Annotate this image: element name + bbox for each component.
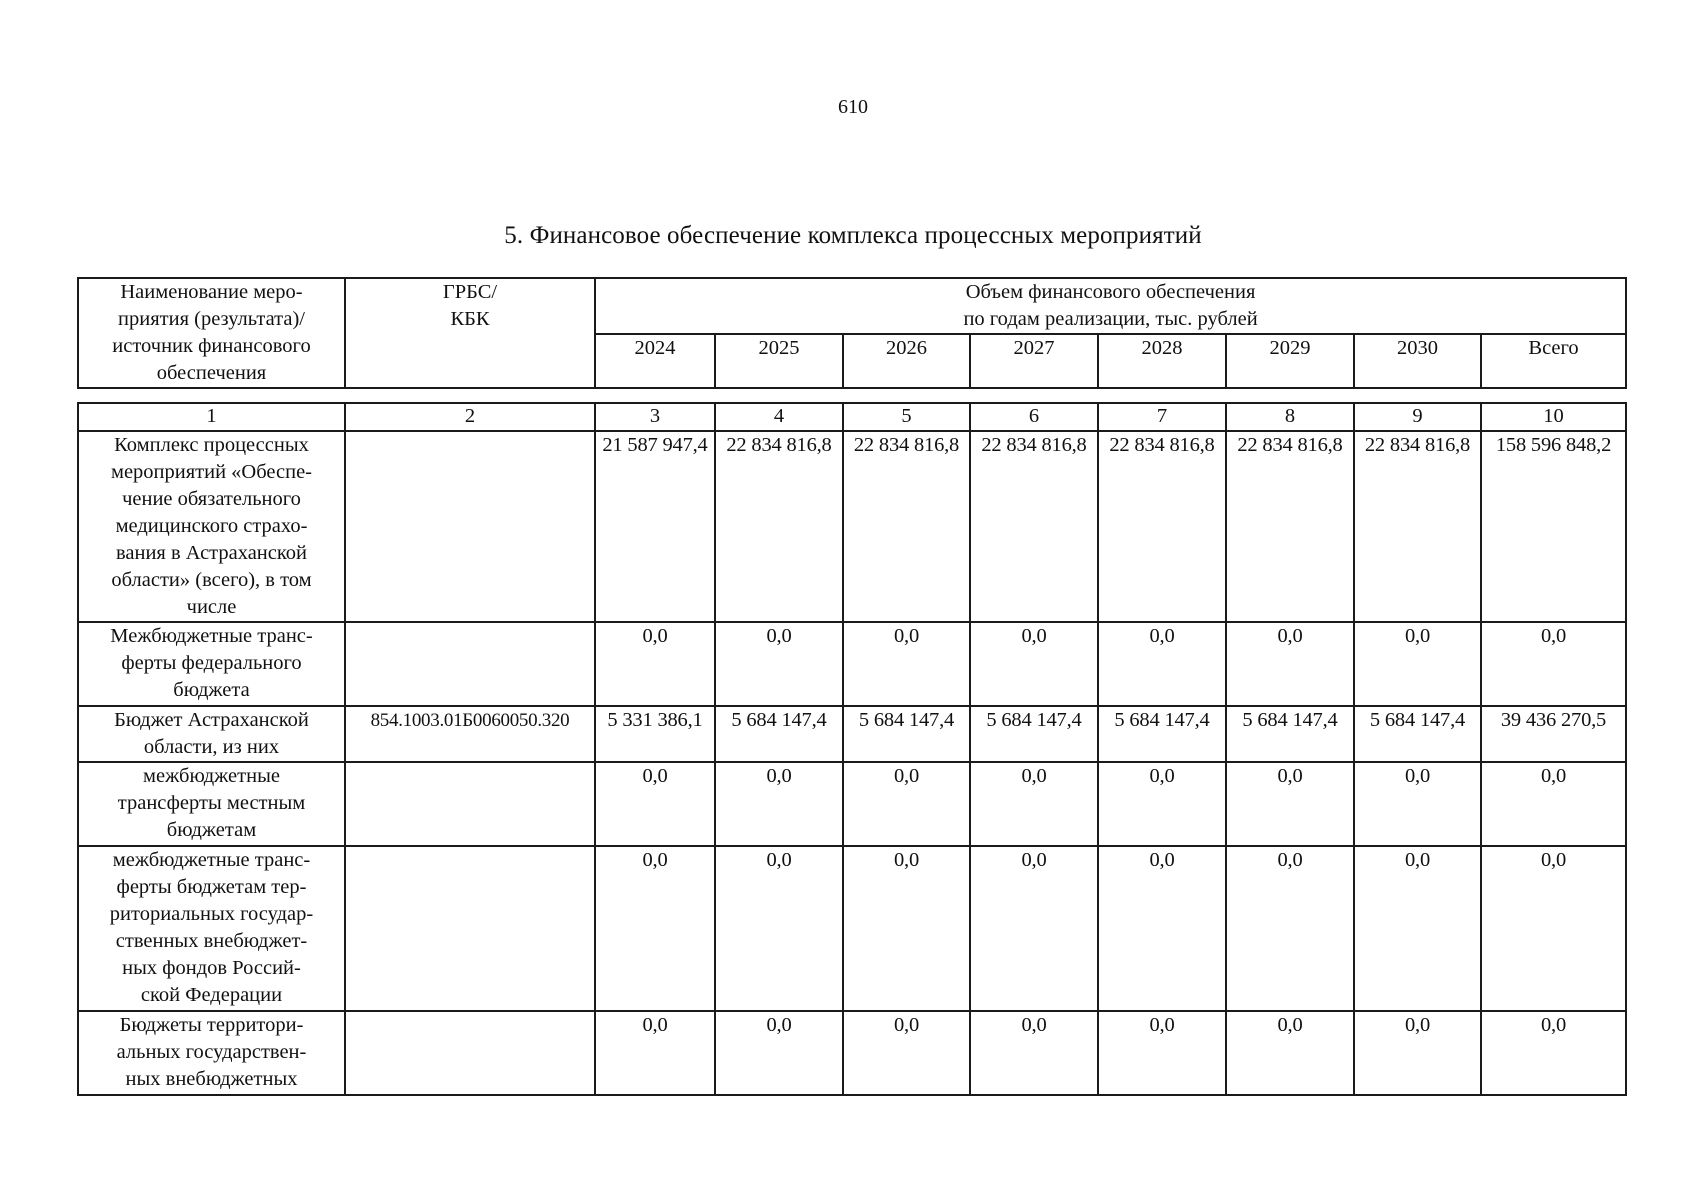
column-number: 2: [345, 403, 595, 431]
row-name: Бюджет Астраханской области, из них: [78, 706, 345, 762]
row-value: 0,0: [843, 846, 970, 1011]
header-kbk-column: ГРБС/ КБК: [345, 278, 595, 388]
row-name: Межбюджетные транс- ферты федерального бюджета: [78, 622, 345, 706]
row-value: 0,0: [595, 762, 715, 846]
row-value: 0,0: [970, 1011, 1098, 1095]
header-year-2025: 2025: [715, 334, 843, 388]
row-value: 5 684 147,4: [1098, 706, 1226, 762]
row-value: 0,0: [1226, 622, 1354, 706]
section-title: 5. Финансовое обеспечение комплекса процессных мероприятий: [504, 222, 1202, 249]
header-name-column: Наименование меро- приятия (результата)/ источник финансового обеспечения: [78, 278, 345, 388]
column-number: 10: [1481, 403, 1626, 431]
header-year-2029: 2029: [1226, 334, 1354, 388]
header-volume-title: Объем финансового обеспечения по годам реализации, тыс. рублей: [595, 278, 1626, 334]
row-value: 22 834 816,8: [970, 431, 1098, 622]
row-value: 22 834 816,8: [715, 431, 843, 622]
row-name: межбюджетные трансферты местным бюджетам: [78, 762, 345, 846]
table-row: [78, 846, 1626, 1011]
finance-table-header: [77, 277, 1627, 389]
row-name: Комплекс процессных мероприятий «Обеспе- чение обязательного медицинского страхо- вания в Астраханской области» (всего), в том числе: [78, 431, 345, 622]
row-value: 0,0: [1098, 622, 1226, 706]
column-number: 7: [1098, 403, 1226, 431]
row-value: 0,0: [970, 846, 1098, 1011]
row-total: 0,0: [1481, 622, 1626, 706]
row-name: Бюджеты территори- альных государствен- ных внебюджетных: [78, 1011, 345, 1095]
page-number: 610: [838, 96, 868, 118]
row-value: 5 684 147,4: [970, 706, 1098, 762]
row-value: 0,0: [715, 762, 843, 846]
header-year-2027: 2027: [970, 334, 1098, 388]
row-value: 5 684 147,4: [1226, 706, 1354, 762]
row-value: 5 684 147,4: [843, 706, 970, 762]
row-value: 0,0: [1226, 846, 1354, 1011]
row-kbk: [345, 431, 595, 622]
row-kbk: [345, 622, 595, 706]
column-number: 3: [595, 403, 715, 431]
header-year-2026: 2026: [843, 334, 970, 388]
row-value: 0,0: [1354, 846, 1481, 1011]
column-number: 5: [843, 403, 970, 431]
row-value: 5 684 147,4: [715, 706, 843, 762]
row-value: 0,0: [843, 622, 970, 706]
row-value: 0,0: [1354, 762, 1481, 846]
row-total: 39 436 270,5: [1481, 706, 1626, 762]
row-total: 0,0: [1481, 1011, 1626, 1095]
row-value: 22 834 816,8: [843, 431, 970, 622]
row-value: 0,0: [715, 1011, 843, 1095]
table-row: [78, 762, 1626, 846]
row-kbk: [345, 1011, 595, 1095]
row-total: 158 596 848,2: [1481, 431, 1626, 622]
row-value: 0,0: [1354, 1011, 1481, 1095]
row-total: 0,0: [1481, 846, 1626, 1011]
row-value: 0,0: [1098, 846, 1226, 1011]
row-value: 22 834 816,8: [1098, 431, 1226, 622]
column-number: 4: [715, 403, 843, 431]
row-value: 0,0: [843, 1011, 970, 1095]
row-value: 0,0: [970, 762, 1098, 846]
row-value: 22 834 816,8: [1226, 431, 1354, 622]
header-year-2028: 2028: [1098, 334, 1226, 388]
table-row: [78, 706, 1626, 762]
row-total: 0,0: [1481, 762, 1626, 846]
column-number: 1: [78, 403, 345, 431]
row-value: 0,0: [1098, 1011, 1226, 1095]
row-kbk: [345, 762, 595, 846]
column-number: 6: [970, 403, 1098, 431]
row-value: 5 331 386,1: [595, 706, 715, 762]
row-value: 0,0: [715, 846, 843, 1011]
row-value: 0,0: [1226, 762, 1354, 846]
header-total: Всего: [1481, 334, 1626, 388]
column-number: 8: [1226, 403, 1354, 431]
row-value: 0,0: [595, 622, 715, 706]
row-value: 0,0: [595, 1011, 715, 1095]
table-row: [78, 622, 1626, 706]
row-value: 0,0: [1098, 762, 1226, 846]
row-value: 0,0: [595, 846, 715, 1011]
table-row: [78, 431, 1626, 622]
row-value: 22 834 816,8: [1354, 431, 1481, 622]
header-year-2024: 2024: [595, 334, 715, 388]
row-value: 0,0: [1354, 622, 1481, 706]
table-row: [78, 1011, 1626, 1095]
row-value: 0,0: [715, 622, 843, 706]
row-name: межбюджетные транс- ферты бюджетам тер- риториальных государ- ственных внебюджет- ных фондов Россий- ской Федерации: [78, 846, 345, 1011]
row-value: 0,0: [843, 762, 970, 846]
header-year-2030: 2030: [1354, 334, 1481, 388]
finance-table-body: [77, 402, 1627, 1096]
column-number: 9: [1354, 403, 1481, 431]
row-value: 0,0: [970, 622, 1098, 706]
row-value: 21 587 947,4: [595, 431, 715, 622]
column-numbers-row: [78, 403, 1626, 431]
row-value: 0,0: [1226, 1011, 1354, 1095]
row-kbk: 854.1003.01Б0060050.320: [345, 706, 595, 762]
row-kbk: [345, 846, 595, 1011]
row-value: 5 684 147,4: [1354, 706, 1481, 762]
